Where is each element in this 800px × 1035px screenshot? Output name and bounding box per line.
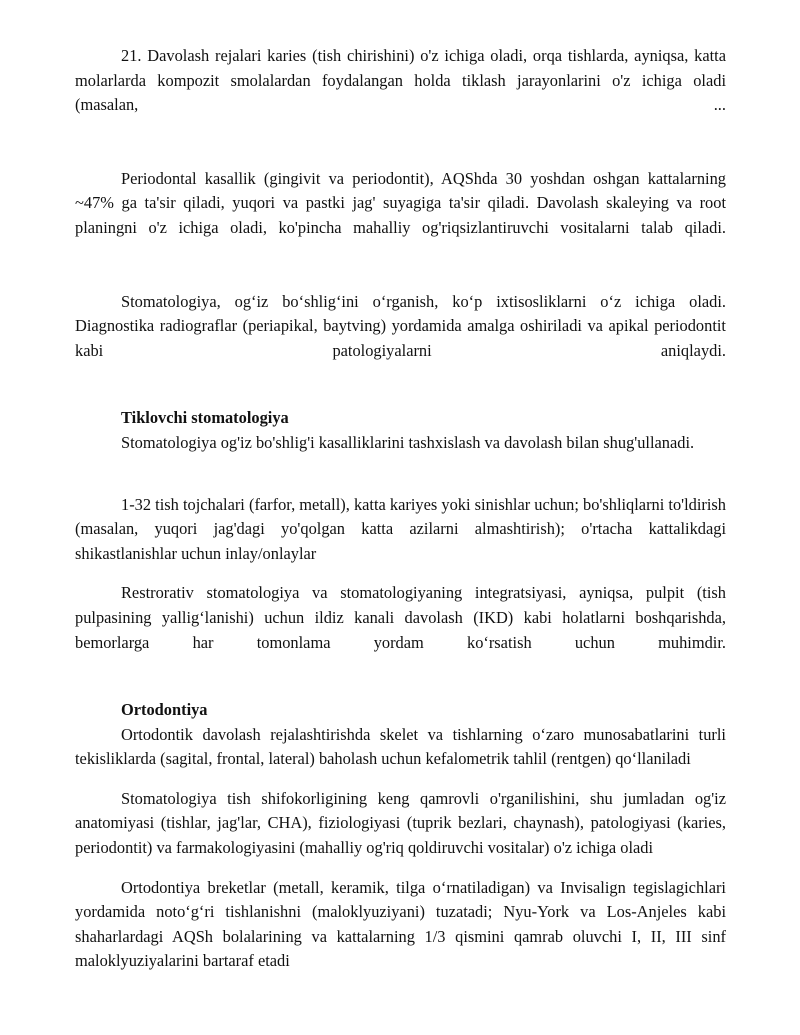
paragraph-treatment-plans: 21. Davolash rejalari karies (tish chirishini) o'z ichiga oladi, orqa tishlarda, ayniqsa, katta molarlarda kompozit smolalardan foydalangan holda tiklash jarayonlarini o'z ichiga oladi (masalan, ... [75, 46, 726, 115]
paragraph-periodontal-disease: Periodontal kasallik (gingivit va periodontit), AQShda 30 yoshdan oshgan kattalarning ~47% ga ta'sir qiladi, yuqori va pastki jag' suyagiga ta'sir qiladi. Davolash skaleying va root planingni o'z ichiga oladi, ko'pincha mahalliy og'riqsizlantiruvchi vositalarni talab qiladi. [75, 168, 726, 237]
heading-restorative-dentistry: Tiklovchi stomatologiya [121, 408, 289, 428]
paragraph-dentistry-scope: Stomatologiya tish shifokorligining keng qamrovli o'rganilishini, shu jumladan og'iz anatomiyasi (tishlar, jag'lar, CHA), fiziologiyasi (tuprik bezlari, chaynash), patologiyasi (karies, periodontit) va farmakologiyasini (mahalliy og'riq qoldiruvchi vositalar) o'z ichiga oladi [75, 788, 726, 858]
paragraph-restorative-integration: Restrorativ stomatologiya va stomatologiyaning integratsiyasi, ayniqsa, pulpit (tish pulpasining yallig‘lanishi) uchun ildiz kanali davolash (IKD) kabi holatlarni boshqarishda, bemorlarga har tomonlama yordam ko‘rsatish uchun muhimdir. [75, 583, 726, 652]
paragraph-crowns-fillings: 1-32 tish tojchalari (farfor, metall), katta kariyes yoki sinishlar uchun; bo'shliqlarni to'ldirish (masalan, yuqori jag'dagi yo'qolgan katta azilarni almashtirish); o'rtacha kattalikdagi shikastlanishlar uchun inlay/onlaylar [75, 494, 726, 563]
paragraph-orthodontic-braces: Ortodontiya breketlar (metall, keramik, tilga o‘rnatiladigan) va Invisalign tegislagichlari yordamida noto‘g‘ri tishlanishni (maloklyuziyani) tuzatadi; Nyu-York va Los-Anjeles kabi shaharlardagi AQSh bolalarining va kattalarning 1/3 qismini qamrab oluvchi I, II, III sinf maloklyuziyalarini bartaraf etadi [75, 877, 726, 971]
heading-orthodontics: Ortodontiya [121, 700, 208, 720]
paragraph-stomatology-definition: Stomatologiya og'iz bo'shlig'i kasalliklarini tashxislash va davolash bilan shug'ullanadi. [121, 432, 695, 452]
document-page [75, 44, 726, 974]
paragraph-cephalometric-analysis: Ortodontik davolash rejalashtirishda skelet va tishlarning o‘zaro munosabatlarini turli tekisliklarda (sagital, frontal, lateral) baholash uchun kefalometrik tahlil (rentgen) qo‘llaniladi [75, 724, 726, 769]
paragraph-stomatology-diagnostics: Stomatologiya, og‘iz bo‘shlig‘ini o‘rganish, ko‘p ixtisosliklarni o‘z ichiga oladi. Diagnostika radiograflar (periapikal, baytving) yordamida amalga oshiriladi va apikal periodontit kabi patologiyalarni aniqlaydi. [75, 291, 726, 360]
